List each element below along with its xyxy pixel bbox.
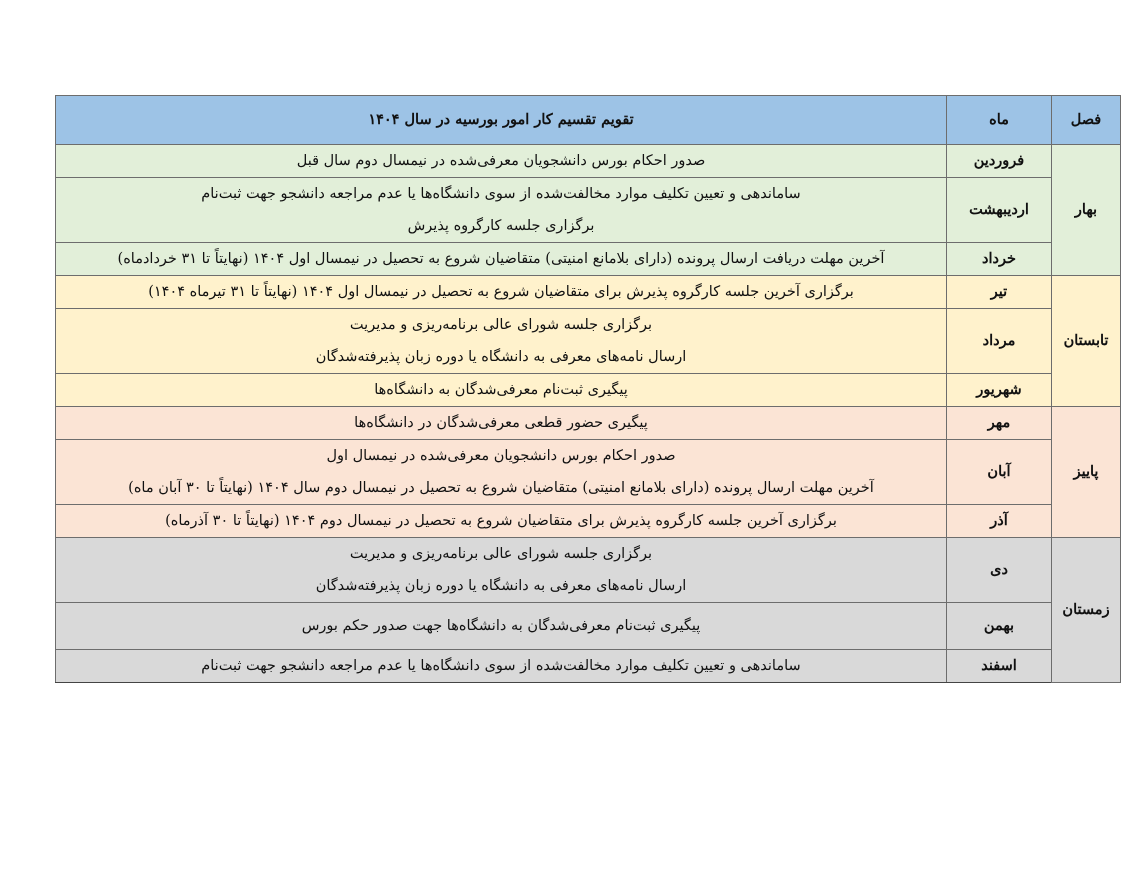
table-row (56, 407, 1121, 440)
season-spring: بهار (1052, 145, 1121, 276)
activity-line: صدور احکام بورس دانشجویان معرفی‌شده در نیمسال اول (326, 448, 676, 464)
month-tir: تیر (947, 276, 1052, 309)
activity-cell (56, 309, 947, 374)
month-header: ماه (947, 96, 1052, 145)
activity-line: ساماندهی و تعیین تکلیف موارد مخالفت‌شده از سوی دانشگاه‌ها یا عدم مراجعه دانشجو جهت ثبت‌نام (201, 186, 801, 202)
season-autumn: پاییز (1052, 407, 1121, 538)
month-aban: آبان (947, 440, 1052, 505)
activity-cell (56, 538, 947, 603)
activity-line: صدور احکام بورس دانشجویان معرفی‌شده در نیمسال دوم سال قبل (296, 153, 706, 169)
activity-line: پیگیری ثبت‌نام معرفی‌شدگان به دانشگاه‌ها (374, 382, 628, 398)
table-row (56, 603, 1121, 650)
calendar-table (55, 95, 1121, 683)
season-summer: تابستان (1052, 276, 1121, 407)
table-title: تقویم تقسیم کار امور بورسیه در سال ۱۴۰۴ (56, 96, 947, 145)
season-winter: زمستان (1052, 538, 1121, 683)
table-row (56, 243, 1121, 276)
activity-cell (56, 276, 947, 309)
activity-line: پیگیری ثبت‌نام معرفی‌شدگان به دانشگاه‌ها جهت صدور حکم بورس (301, 618, 701, 634)
month-azar: آذر (947, 505, 1052, 538)
activity-line: برگزاری آخرین جلسه کارگروه پذیرش برای متقاضیان شروع به تحصیل در نیمسال اول ۱۴۰۴ (نهایتاً تا ۳۱ تیرماه ۱۴۰۴) (148, 284, 854, 300)
month-mehr: مهر (947, 407, 1052, 440)
activity-cell (56, 178, 947, 243)
activity-cell (56, 650, 947, 683)
month-dey: دی (947, 538, 1052, 603)
activity-cell (56, 407, 947, 440)
activity-cell (56, 243, 947, 276)
month-ordibehesht: اردیبهشت (947, 178, 1052, 243)
activity-line: ارسال نامه‌های معرفی به دانشگاه یا دوره زبان پذیرفته‌شدگان (315, 578, 687, 594)
activity-cell (56, 440, 947, 505)
activity-line: برگزاری جلسه شورای عالی برنامه‌ریزی و مدیریت (349, 546, 653, 562)
activity-cell (56, 145, 947, 178)
activity-cell (56, 374, 947, 407)
table-row (56, 374, 1121, 407)
month-shahrivar: شهریور (947, 374, 1052, 407)
header-row (56, 96, 1121, 145)
activity-line: برگزاری آخرین جلسه کارگروه پذیرش برای متقاضیان شروع به تحصیل در نیمسال دوم ۱۴۰۴ (نهایتاً تا ۳۰ آذرماه) (165, 513, 837, 529)
activity-line: برگزاری جلسه شورای عالی برنامه‌ریزی و مدیریت (349, 317, 653, 333)
month-esfand: اسفند (947, 650, 1052, 683)
table-row (56, 538, 1121, 603)
activity-line: پیگیری حضور قطعی معرفی‌شدگان در دانشگاه‌ها (354, 415, 648, 431)
table-row (56, 145, 1121, 178)
table-row (56, 650, 1121, 683)
activity-line: ارسال نامه‌های معرفی به دانشگاه یا دوره زبان پذیرفته‌شدگان (315, 349, 687, 365)
season-header: فصل (1052, 96, 1121, 145)
activity-line: برگزاری جلسه کارگروه پذیرش (407, 218, 595, 234)
activity-cell (56, 603, 947, 650)
activity-line: آخرین مهلت دریافت ارسال پرونده (دارای بلامانع امنیتی) متقاضیان شروع به تحصیل در نیمسال اول ۱۴۰۴ (نهایتاً تا ۳۱ خردادماه) (117, 251, 885, 267)
activity-cell (56, 505, 947, 538)
month-bahman: بهمن (947, 603, 1052, 650)
month-khordad: خرداد (947, 243, 1052, 276)
table-row (56, 440, 1121, 505)
activity-line: ساماندهی و تعیین تکلیف موارد مخالفت‌شده از سوی دانشگاه‌ها یا عدم مراجعه دانشجو جهت ثبت‌نام (201, 658, 801, 674)
table-row (56, 276, 1121, 309)
table-row (56, 178, 1121, 243)
table-row (56, 505, 1121, 538)
activity-line: آخرین مهلت ارسال پرونده (دارای بلامانع امنیتی) متقاضیان شروع به تحصیل در نیمسال دوم سال ۱۴۰۴ (نهایتاً تا ۳۰ آبان ماه) (128, 480, 874, 496)
table-row (56, 309, 1121, 374)
month-mordad: مرداد (947, 309, 1052, 374)
month-farvardin: فروردین (947, 145, 1052, 178)
